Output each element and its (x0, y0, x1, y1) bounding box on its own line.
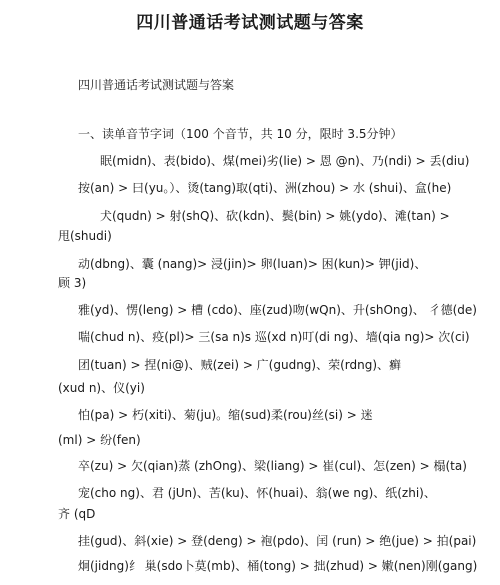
text-line: 怕(pa) > 朽(xiti)、菊(ju)。缩(sud)柔(rou)丝(si) > 迷 (78, 408, 373, 422)
document-subtitle: 四川普通话考试测试题与答案 (78, 78, 235, 92)
text-line: 眠(midn)、表(bido)、煤(mei)劣(lie) > 恩 @n)、乃(ndi) > 丢(diu) (100, 154, 470, 168)
text-line: 炯(jidng)纟 巢(sdo卜莫(mb)、桶(tong) > 拙(zhud) > 嫩(nen)刚(gang) (78, 559, 478, 573)
text-line: 动(dbng)、囊 (nang)> 浸(jin)> 卵(luan)> 困(kun)> 钾(jid)、 (78, 257, 427, 271)
text-line: 宠(cho ng)、君 (jUn)、苦(ku)、怀(huai)、翁(we ng)、纸(zhi)、 (78, 486, 436, 500)
text-line: 按(an) > 曰(yu。）、烫(tang)取(qti)、洲(zhou) > 水 (shui)、盒(he) (78, 181, 452, 195)
text-line: (xud n)、仪(yi) (58, 381, 145, 395)
section-heading: 一、读单音节字词（100 个音节，共 10 分，限时 3.5分钟） (78, 127, 403, 141)
document-title: 四川普通话考试测试题与答案 (136, 13, 364, 33)
text-line: 雅(yd)、愣(leng) > 槽 (cdo)、座(zud)吻(wQn)、升(shOng)、 彳德(de) (78, 303, 477, 317)
text-line: 犬(qudn) > 射(shQ)、砍(kdn)、鬓(bin) > 姚(ydo)、滩(tan) > (100, 209, 450, 223)
text-line: 甩(shudi) (58, 229, 112, 243)
text-line: 顾 3) (58, 276, 87, 290)
text-line: 挂(gud)、斜(xie) > 登(deng) > 袍(pdo)、闰 (run) > 绝(jue) > 拍(pai) (78, 534, 477, 548)
text-line: 喘(chud n)、疫(pl)> 三(sa n)s 巡(xd n)叮(di ng)、墙(qia ng)> 次(ci) (78, 330, 470, 344)
text-line: (ml) > 纷(fen) (58, 433, 141, 447)
text-line: 团(tuan) > 捏(ni@)、贼(zei) > 广(gudng)、荣(rdng)、癣 (78, 358, 402, 372)
text-line: 卒(zu) > 欠(qian)蒸 (zhOng)、梁(liang) > 崔(cul)、怎(zen) > 榻(ta) (78, 459, 467, 473)
text-line: 齐 (qD (58, 507, 96, 521)
